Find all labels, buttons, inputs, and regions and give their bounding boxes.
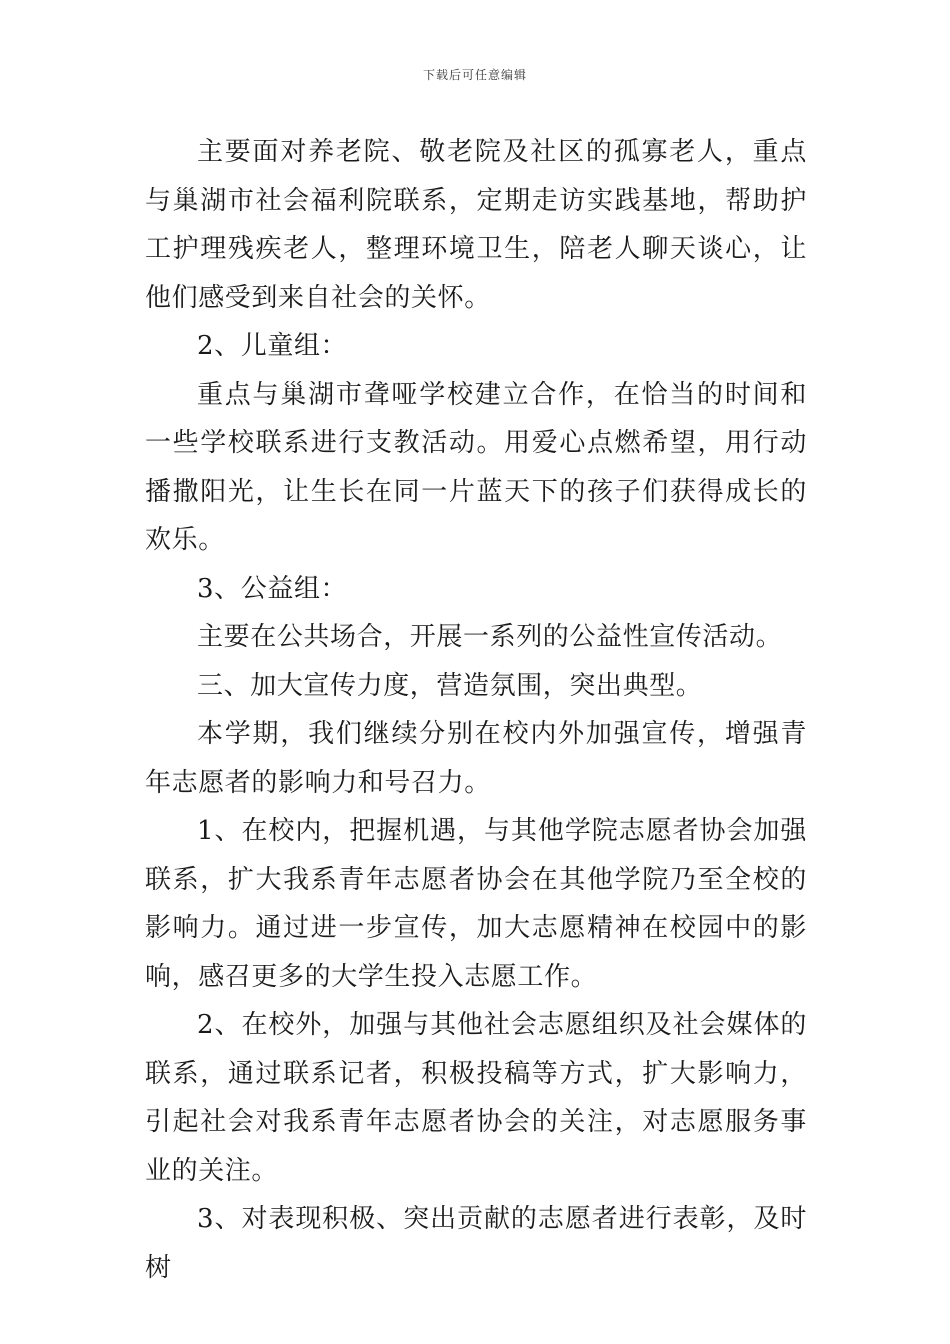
- heading-children-group: 2、儿童组：: [197, 331, 348, 361]
- page-header: 下载后可任意编辑: [422, 68, 527, 82]
- heading-public-welfare-group: 3、公益组：: [197, 573, 348, 604]
- paragraph-semester-publicity: 本学期，我们继续分别在校内外加强宣传，增强青年志愿者的影响力和号召力。: [145, 719, 807, 798]
- paragraph-elderly-group: 主要面对养老院、敬老院及社区的孤寡老人，重点与巢湖市社会福利院联系，定期走访实践基地，帮助护工护理残疾老人，整理环境卫生，陪老人聊天谈心，让他们感受到来自社会的关怀。: [145, 137, 807, 313]
- paragraph-off-campus: 2、在校外，加强与其他社会志愿组织及社会媒体的联系，通过联系记者，积极投稿等方式，扩大影响力，引起社会对我系青年志愿者协会的关注，对志愿服务事业的关注。: [145, 1010, 807, 1186]
- document-body: [145, 128, 807, 1292]
- section-heading-publicity: 三、加大宣传力度，营造氛围，突出典型。: [197, 670, 703, 701]
- paragraph-on-campus: 1、在校内，把握机遇，与其他学院志愿者协会加强联系，扩大我系青年志愿者协会在其他学院乃至全校的影响力。通过进一步宣传，加大志愿精神在校园中的影响，感召更多的大学生投入志愿工作。: [145, 816, 807, 992]
- paragraph-children-group: 重点与巢湖市聋哑学校建立合作，在恰当的时间和一些学校联系进行支教活动。用爱心点燃希望，用行动播撒阳光，让生长在同一片蓝天下的孩子们获得成长的欢乐。: [145, 379, 807, 555]
- paragraph-public-welfare-group: 主要在公共场合，开展一系列的公益性宣传活动。: [197, 622, 783, 652]
- paragraph-commendation: 3、对表现积极、突出贡献的志愿者进行表彰，及时树: [145, 1204, 807, 1283]
